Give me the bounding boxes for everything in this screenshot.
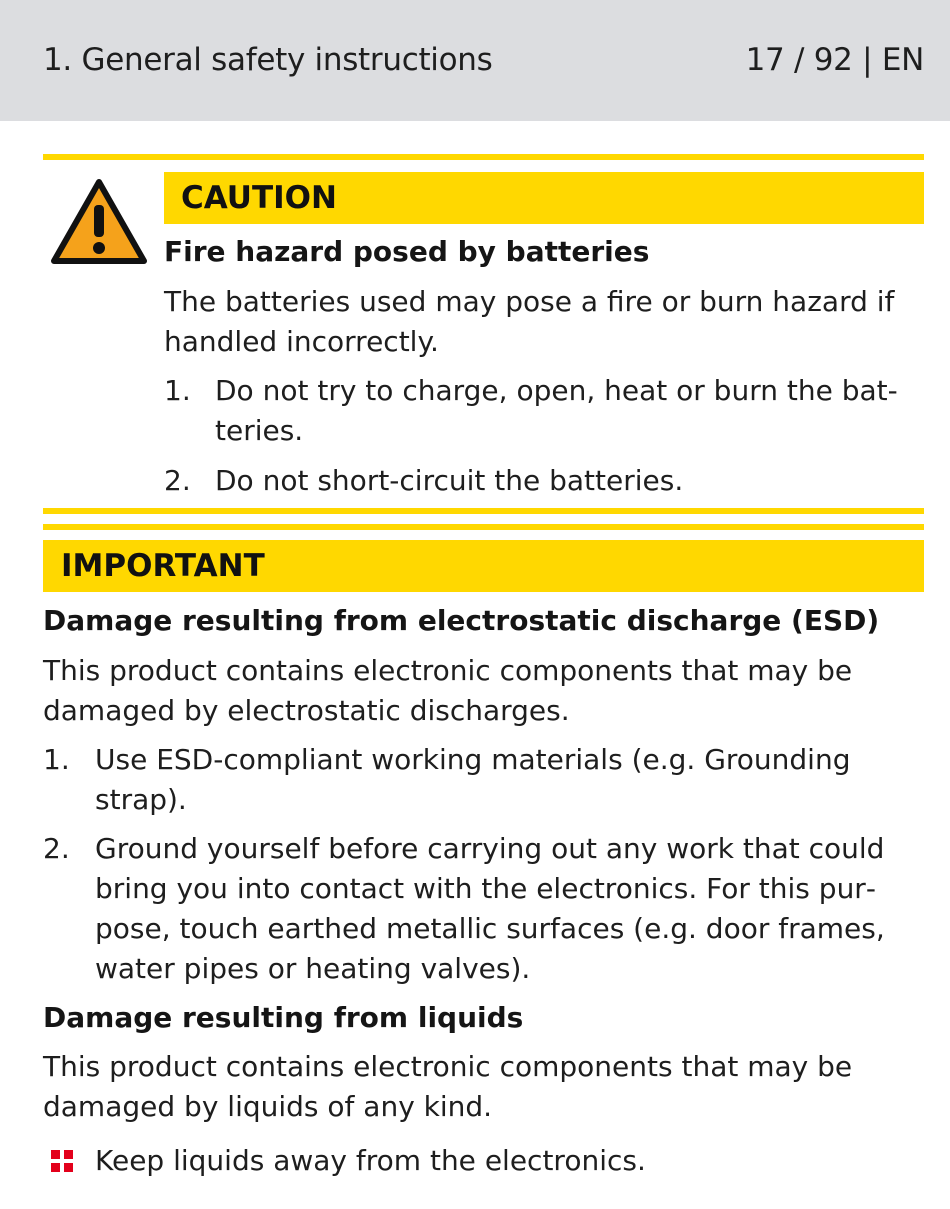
caution-bottom-rule bbox=[43, 508, 924, 514]
caution-text: The batteries used may pose a fire or burn hazard if handled incorrectly. bbox=[164, 285, 895, 358]
action-bullet-icon bbox=[51, 1150, 73, 1172]
liquids-text: This product contains electronic components that may be damaged by liquids of any kind. bbox=[43, 1050, 853, 1123]
liquids-heading: Damage resulting from liquids bbox=[43, 1001, 524, 1034]
important-banner bbox=[43, 540, 924, 592]
caution-label: CAUTION bbox=[181, 180, 337, 216]
important-top-rule bbox=[43, 524, 924, 530]
important-label: IMPORTANT bbox=[61, 548, 265, 584]
liquids-bullet-text: Keep liquids away from the electronics. bbox=[95, 1144, 646, 1177]
esd-item-1: Use ESD-compliant working materials (e.g. Grounding strap). bbox=[95, 743, 851, 816]
esd-heading: Damage resulting from electrostatic discharge (ESD) bbox=[43, 604, 880, 637]
caution-heading: Fire hazard posed by batteries bbox=[164, 235, 650, 268]
section-title: 1. General safety instructions bbox=[43, 42, 493, 78]
esd-item-2: Ground yourself before carrying out any work that could bring you into contact with the electronics. For this purpose, touch earthed metallic surfaces (e.g. door frames, water pipes or heating valves). bbox=[95, 832, 885, 985]
caution-banner bbox=[164, 172, 924, 224]
esd-text: This product contains electronic components that may be damaged by electrostatic discharges. bbox=[43, 654, 853, 727]
caution-item-2: Do not short-circuit the batteries. bbox=[215, 464, 684, 497]
page-number: 17 / 92 | EN bbox=[745, 42, 924, 78]
caution-top-rule bbox=[43, 154, 924, 160]
warning-triangle-icon bbox=[50, 177, 148, 265]
caution-item-2-number: 2. bbox=[164, 464, 191, 497]
caution-item-1: Do not try to charge, open, heat or burn the batteries. bbox=[215, 374, 898, 447]
esd-item-2-number: 2. bbox=[43, 832, 70, 865]
caution-item-1-number: 1. bbox=[164, 374, 191, 407]
esd-item-1-number: 1. bbox=[43, 743, 70, 776]
page-header bbox=[0, 0, 950, 121]
